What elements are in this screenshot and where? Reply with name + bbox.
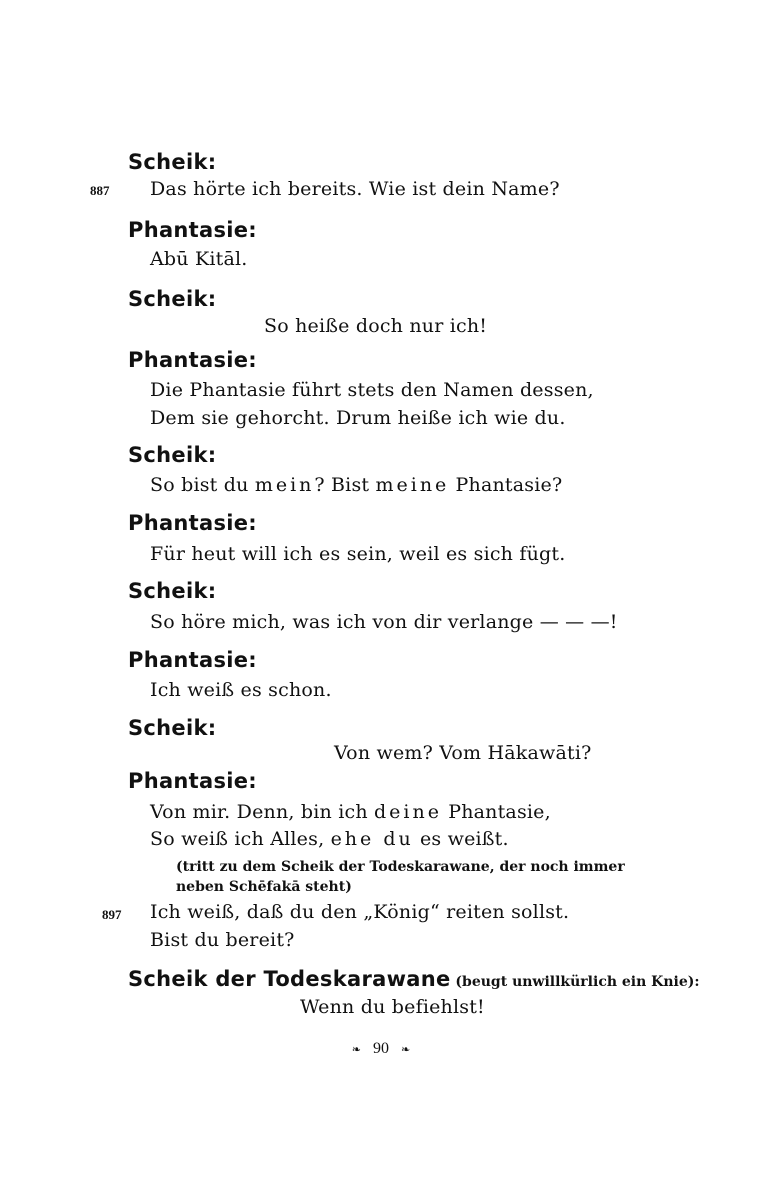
speaker-scheik-der-todeskarawane (128, 967, 700, 991)
emphasized-word: mein (254, 474, 315, 496)
verse-line: So heiße doch nur ich! (264, 315, 488, 337)
verse-line: Die Phantasie führt stets den Namen dessen, (150, 379, 594, 401)
ornament-icon: ❧ (401, 1043, 411, 1056)
verse-text: Phantasie, (441, 801, 551, 823)
verse-text: So weiß ich Alles, (150, 828, 331, 850)
verse-line: Dem sie gehorcht. Drum heiße ich wie du. (150, 407, 566, 429)
verse-line: So höre mich, was ich von dir verlange — — —! (150, 611, 618, 633)
stage-direction: (tritt zu dem Scheik der Todeskarawane, der noch immer neben Schēfakā steht) (176, 859, 625, 895)
verse-line: Das hörte ich bereits. Wie ist dein Name? (150, 178, 560, 200)
verse-line (150, 828, 509, 850)
verse-text: Von mir. Denn, bin ich (150, 801, 374, 823)
verse-line: Bist du bereit? (150, 929, 295, 951)
speaker-phantasie: Phantasie: (128, 218, 258, 242)
speaker-scheik: Scheik: (128, 287, 217, 311)
verse-text: Phantasie? (449, 474, 563, 496)
verse-line: Für heut will ich es sein, weil es sich fügt. (150, 543, 566, 565)
page-footer (0, 1040, 762, 1058)
emphasized-word: deine (374, 801, 442, 823)
verse-text: es weißt. (413, 828, 509, 850)
emphasized-word: ehe du (330, 828, 414, 850)
verse-line (150, 801, 551, 823)
verse-text: ? Bist (314, 474, 376, 496)
verse-text: So bist du (150, 474, 255, 496)
speaker-name: Scheik der Todeskarawane (128, 967, 451, 991)
page-number: 90 (373, 1040, 389, 1057)
emphasized-word: meine (375, 474, 450, 496)
verse-line: Wenn du befiehlst! (300, 996, 485, 1018)
speaker-phantasie: Phantasie: (128, 648, 258, 672)
speaker-scheik: Scheik: (128, 716, 217, 740)
verse-line: Abū Kitāl. (150, 248, 248, 270)
stage-direction: (beugt unwillkürlich ein Knie): (450, 974, 700, 990)
line-number: 897 (102, 907, 122, 922)
speaker-phantasie: Phantasie: (128, 348, 258, 372)
ornament-icon: ❧ (351, 1043, 361, 1056)
line-number: 887 (90, 183, 110, 198)
speaker-scheik: Scheik: (128, 443, 217, 467)
speaker-scheik: Scheik: (128, 579, 217, 603)
speaker-phantasie: Phantasie: (128, 769, 258, 793)
speaker-scheik: Scheik: (128, 150, 217, 174)
verse-line: Ich weiß es schon. (150, 679, 332, 701)
verse-line: Ich weiß, daß du den „König“ reiten sollst. (150, 901, 570, 923)
verse-line: Von wem? Vom Hākawāti? (334, 742, 592, 764)
verse-line (150, 474, 562, 496)
speaker-phantasie: Phantasie: (128, 511, 258, 535)
